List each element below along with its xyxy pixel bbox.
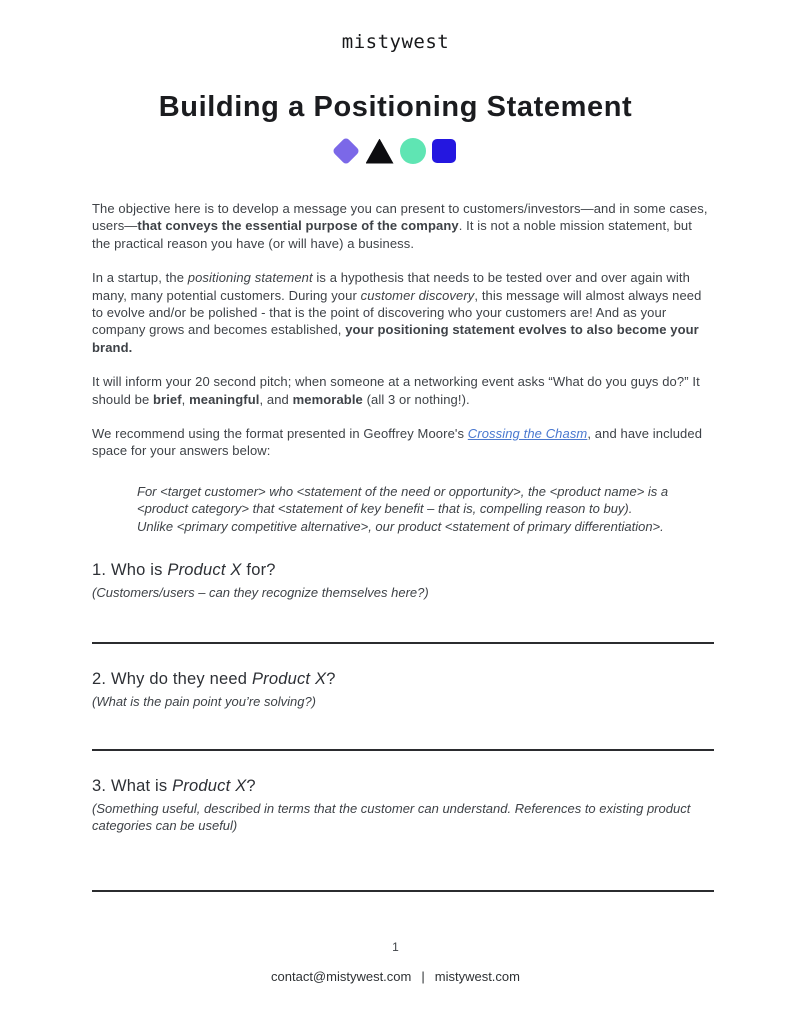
text-run: The objective here is to develop a message you can present to customers/investors—and in some cases, users— [92, 201, 708, 234]
product-x-label: Product X [167, 561, 242, 580]
text-run: . It is not a noble mission statement, but the practical reason you have (or will have) a business. [92, 218, 692, 251]
footer-separator: | [421, 969, 425, 984]
text-run: , [181, 391, 190, 407]
triangle-icon [366, 139, 394, 164]
footer-email: contact@mistywest.com [271, 969, 412, 984]
text-run-bold: your positioning statement evolves to also become your brand. [92, 322, 699, 355]
product-x-label: Product X [172, 776, 247, 795]
text-run: (all 3 or nothing!). [362, 391, 470, 407]
text-run-bold: brief [153, 391, 182, 407]
text-run: 3. What is [92, 776, 173, 795]
question-2-note: (What is the pain point you’re solving?) [92, 693, 317, 709]
document-body [92, 200, 714, 892]
answer-line-3 [92, 890, 714, 892]
intro-paragraph-2 [92, 269, 714, 356]
page-number: 1 [392, 940, 399, 954]
question-3 [92, 777, 714, 892]
page-footer [0, 940, 791, 984]
intro-paragraph-1 [92, 200, 714, 252]
footer-contact [0, 969, 791, 984]
question-3-heading [92, 777, 714, 796]
crossing-the-chasm-link[interactable]: Crossing the Chasm [467, 426, 588, 442]
text-run: It will inform your 20 second pitch; when someone at a networking event asks “What do you guys do?” It should be [92, 374, 700, 407]
text-run-bold: meaningful [189, 391, 260, 407]
text-run: , and have included space for your answers below: [92, 426, 703, 459]
text-run: for? [241, 561, 276, 580]
intro-paragraph-3 [92, 373, 714, 408]
text-run-italic: customer discovery [360, 287, 475, 303]
circle-icon [400, 138, 426, 164]
answer-line-1 [92, 642, 714, 644]
square-icon [432, 139, 456, 163]
footer-website: mistywest.com [434, 969, 520, 984]
text-run: We recommend using the format presented in Geoffrey Moore's [92, 426, 468, 442]
question-3-note: (Something useful, described in terms that the customer can understand. References to existing product categories can be useful) [92, 800, 691, 834]
text-run: ? [246, 776, 256, 795]
text-run: is a hypothesis that needs to be tested over and over again with many, many potential customers. During your [92, 270, 690, 303]
text-run: ? [326, 669, 336, 688]
text-run-bold: memorable [292, 391, 363, 407]
question-1 [92, 561, 714, 643]
question-2 [92, 670, 714, 751]
text-run: , and [259, 391, 293, 407]
diamond-icon [331, 137, 359, 165]
text-run: , this message will almost always need to evolve and/or be polished - that is the point of discovering who your customers are! And as your company grows and becomes established, [92, 287, 702, 338]
positioning-template-quote: For <target customer> who <statement of the need or opportunity>, the <product name> is a <product category> that <statement of key benefit – that is, compelling reason to buy). Unlike <primary competitive alternative>, our product <statement of primary differentiation>. [137, 483, 669, 534]
brand-logo: mistywest [341, 31, 450, 53]
text-run: In a startup, the [92, 270, 188, 286]
text-run-italic: positioning statement [187, 270, 313, 286]
question-2-heading [92, 670, 714, 689]
intro-paragraph-4 [92, 425, 714, 460]
page-title: Building a Positioning Statement [158, 91, 633, 123]
text-run: 2. Why do they need [92, 669, 252, 688]
question-1-heading [92, 561, 714, 580]
text-run: 1. Who is [92, 561, 168, 580]
product-x-label: Product X [251, 669, 327, 688]
text-run-bold: that conveys the essential purpose of the company [137, 218, 459, 234]
brand-shapes [0, 137, 791, 165]
answer-line-2 [92, 749, 714, 751]
question-1-note: (Customers/users – can they recognize themselves here?) [92, 585, 429, 601]
